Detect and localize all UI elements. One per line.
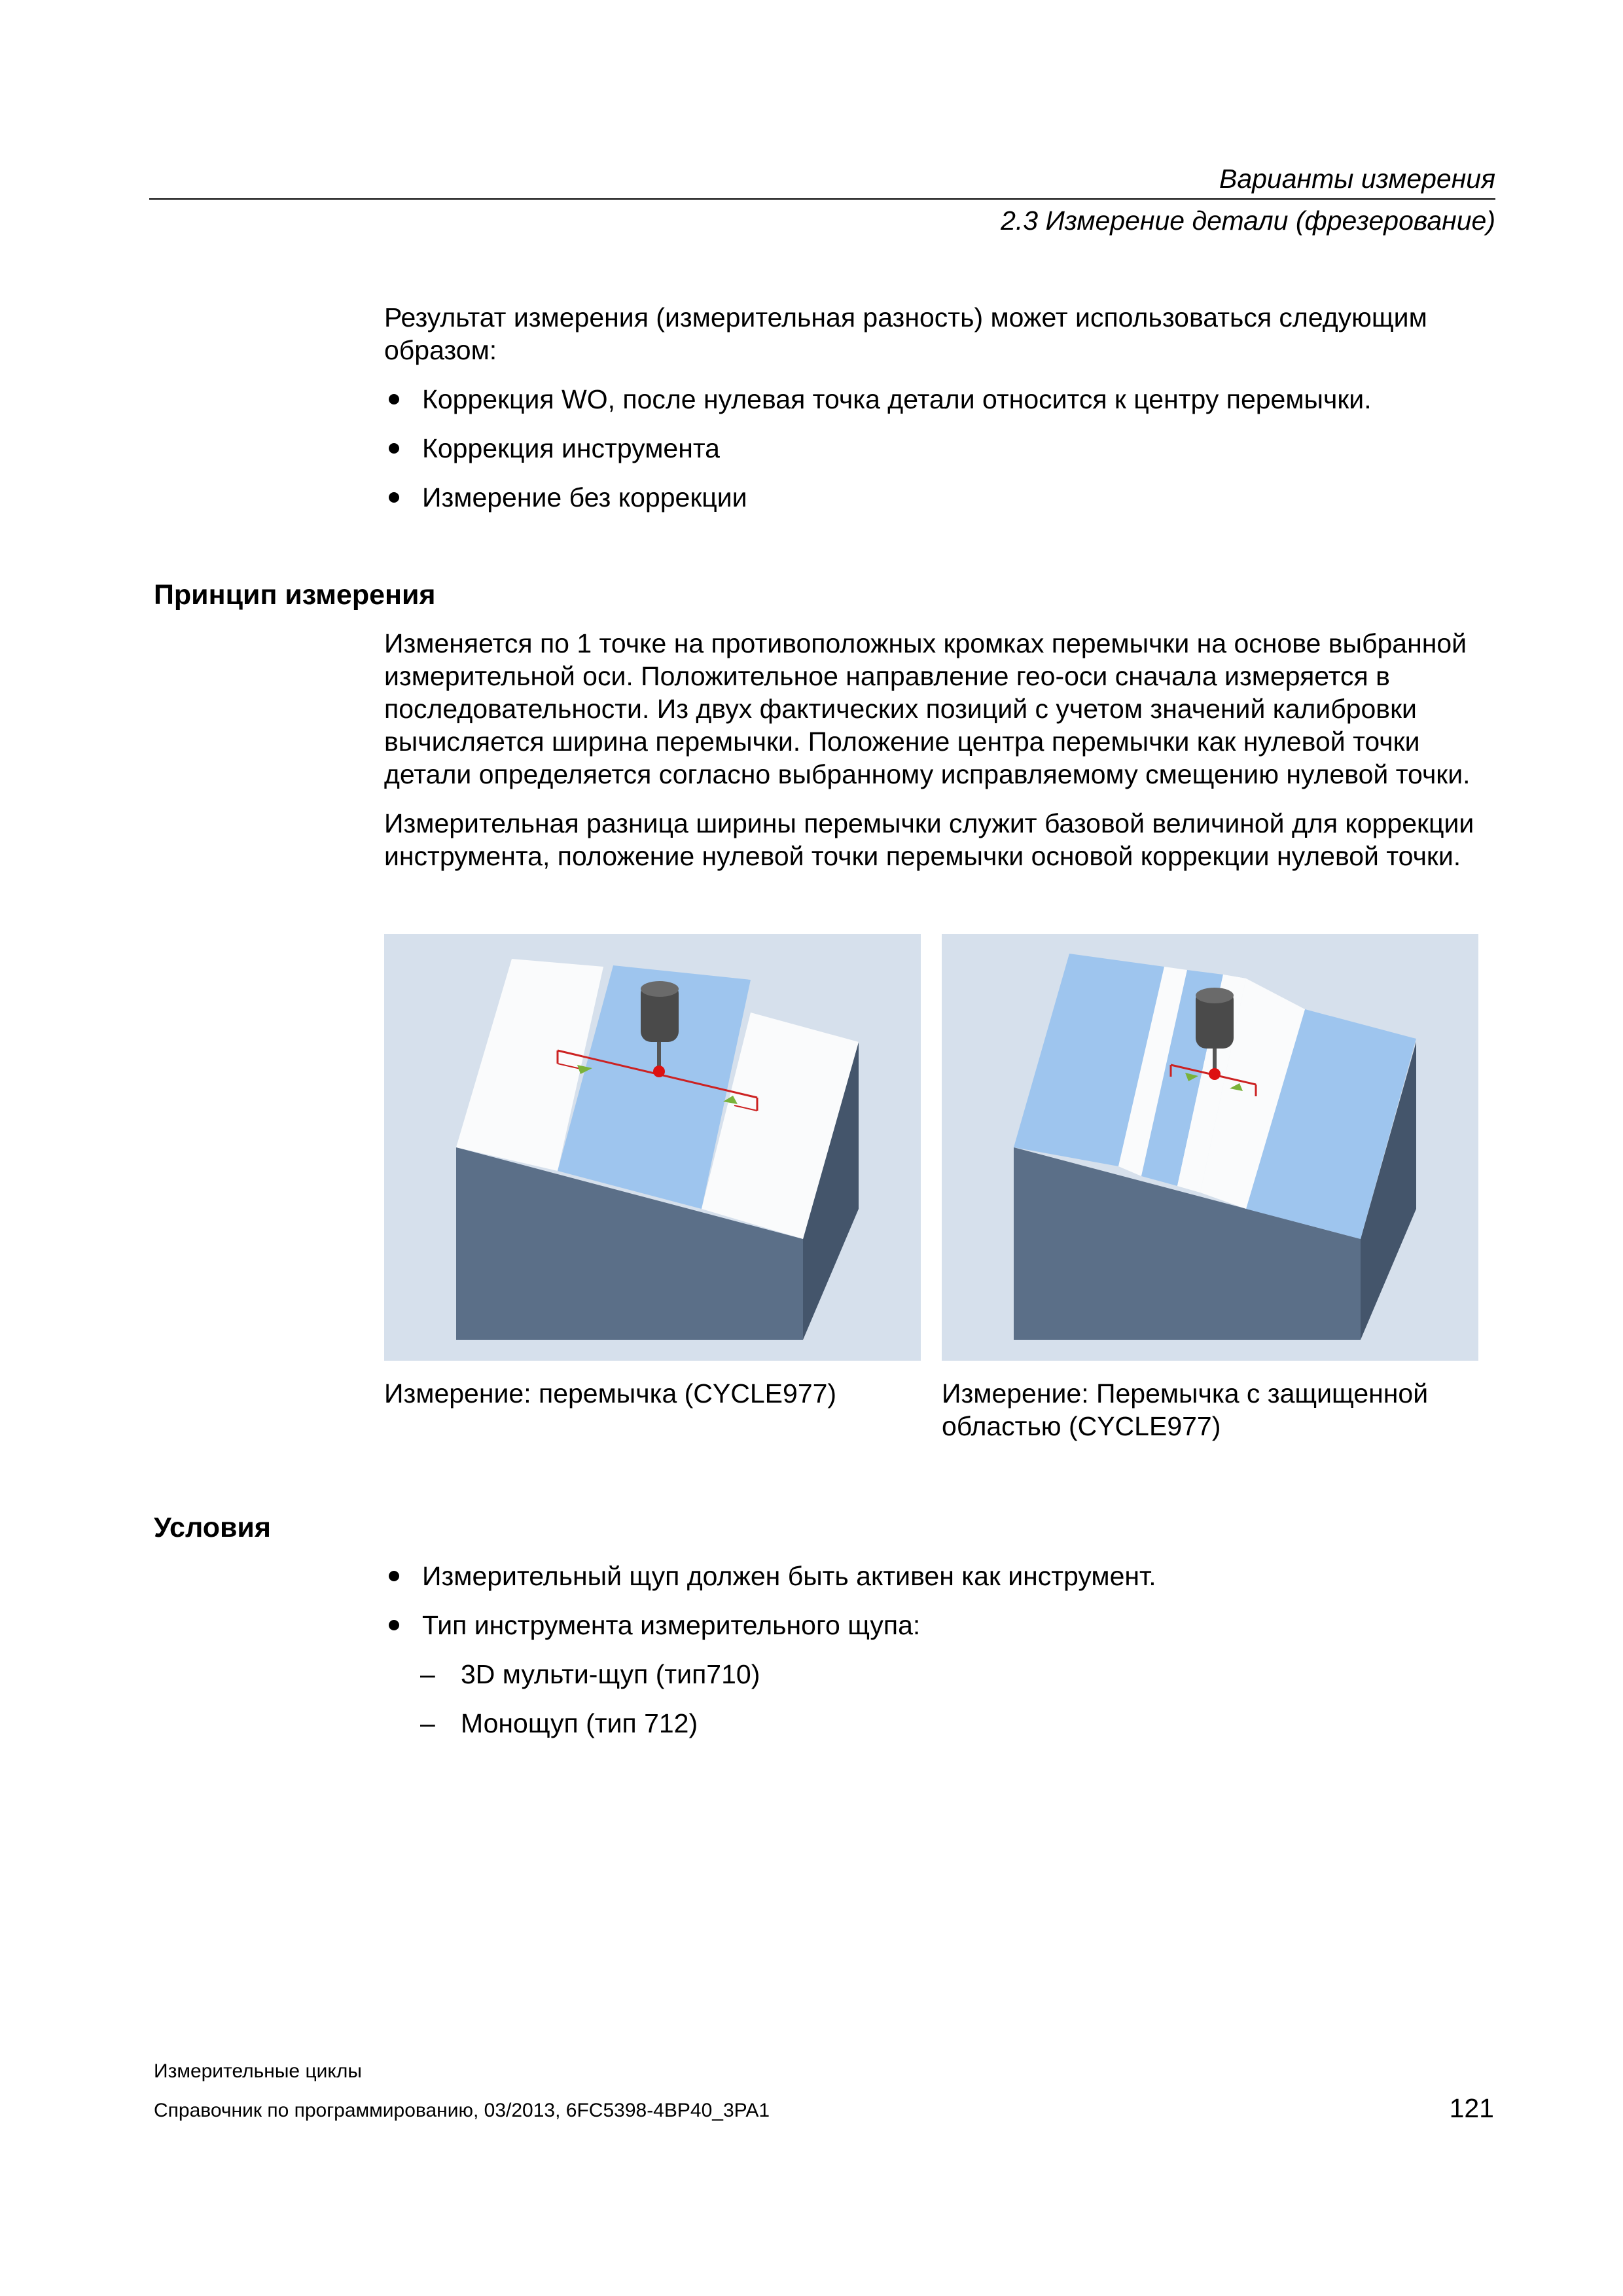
conditions-bullet-2: Тип инструмента измерительного щупа: <box>384 1609 1497 1641</box>
figure-2-caption: Измерение: Перемычка с защищенной областью (CYCLE977) <box>942 1378 1429 1441</box>
principle-block <box>384 627 1497 872</box>
intro-bullet-1: Коррекция WO, после нулевая точка детали относится к центру перемычки. <box>384 383 1497 416</box>
header-rule <box>149 198 1495 200</box>
principle-heading: Принцип измерения <box>154 579 436 611</box>
probe-type-1: – 3D мульти-щуп (тип710) <box>384 1658 1497 1691</box>
intro-block <box>384 301 1497 530</box>
figure-web-measurement <box>384 934 921 1361</box>
page-number: 121 <box>1449 2093 1494 2123</box>
probe-tip <box>1209 1068 1221 1080</box>
probe-cap <box>1196 988 1234 1003</box>
intro-bullet-2: Коррекция инструмента <box>384 432 1497 465</box>
probe-tip <box>653 1066 665 1077</box>
figure-1-caption: Измерение: перемычка (CYCLE977) <box>384 1378 837 1408</box>
footer-edition: Справочник по программированию, 03/2013, 6FC5398-4BP40_3PA1 <box>154 2100 770 2121</box>
footer-book-title: Измерительные циклы <box>154 2060 362 2082</box>
intro-bullet-list <box>384 383 1497 514</box>
figure-web-protected-zone <box>942 934 1478 1361</box>
probe-type-list <box>384 1658 1497 1740</box>
conditions-bullet-1: Измерительный щуп должен быть активен как инструмент. <box>384 1560 1497 1592</box>
running-header-section: 2.3 Измерение детали (фрезерование) <box>1001 206 1495 236</box>
probe-type-2: – Монощуп (тип 712) <box>384 1707 1497 1740</box>
running-header-chapter: Варианты измерения <box>1219 164 1495 194</box>
conditions-heading: Условия <box>154 1512 271 1543</box>
web-protected-illustration <box>942 934 1478 1361</box>
conditions-bullet-list <box>384 1560 1497 1641</box>
intro-bullet-3: Измерение без коррекции <box>384 481 1497 514</box>
intro-paragraph: Результат измерения (измерительная разность) может использоваться следующим образом: <box>384 302 1427 365</box>
web-block-illustration <box>384 934 921 1361</box>
probe-cap <box>641 981 679 997</box>
principle-paragraph-2: Измерительная разница ширины перемычки служит базовой величиной для коррекции инструмента, положение нулевой точки перемычки основой коррекции нулевой точки. <box>384 808 1474 871</box>
principle-paragraph-1: Изменяется по 1 точке на противоположных кромках перемычки на основе выбранной измерительной оси. Положительное направление гео-оси сначала измеряется в последовательности. Из двух фактических позиций с учетом значений калибровки вычисляется ширина перемычки. Положение центра перемычки как нулевой точки детали определяется согласно выбранному исправляемому смещению нулевой точки. <box>384 628 1471 789</box>
conditions-block <box>384 1560 1497 1756</box>
